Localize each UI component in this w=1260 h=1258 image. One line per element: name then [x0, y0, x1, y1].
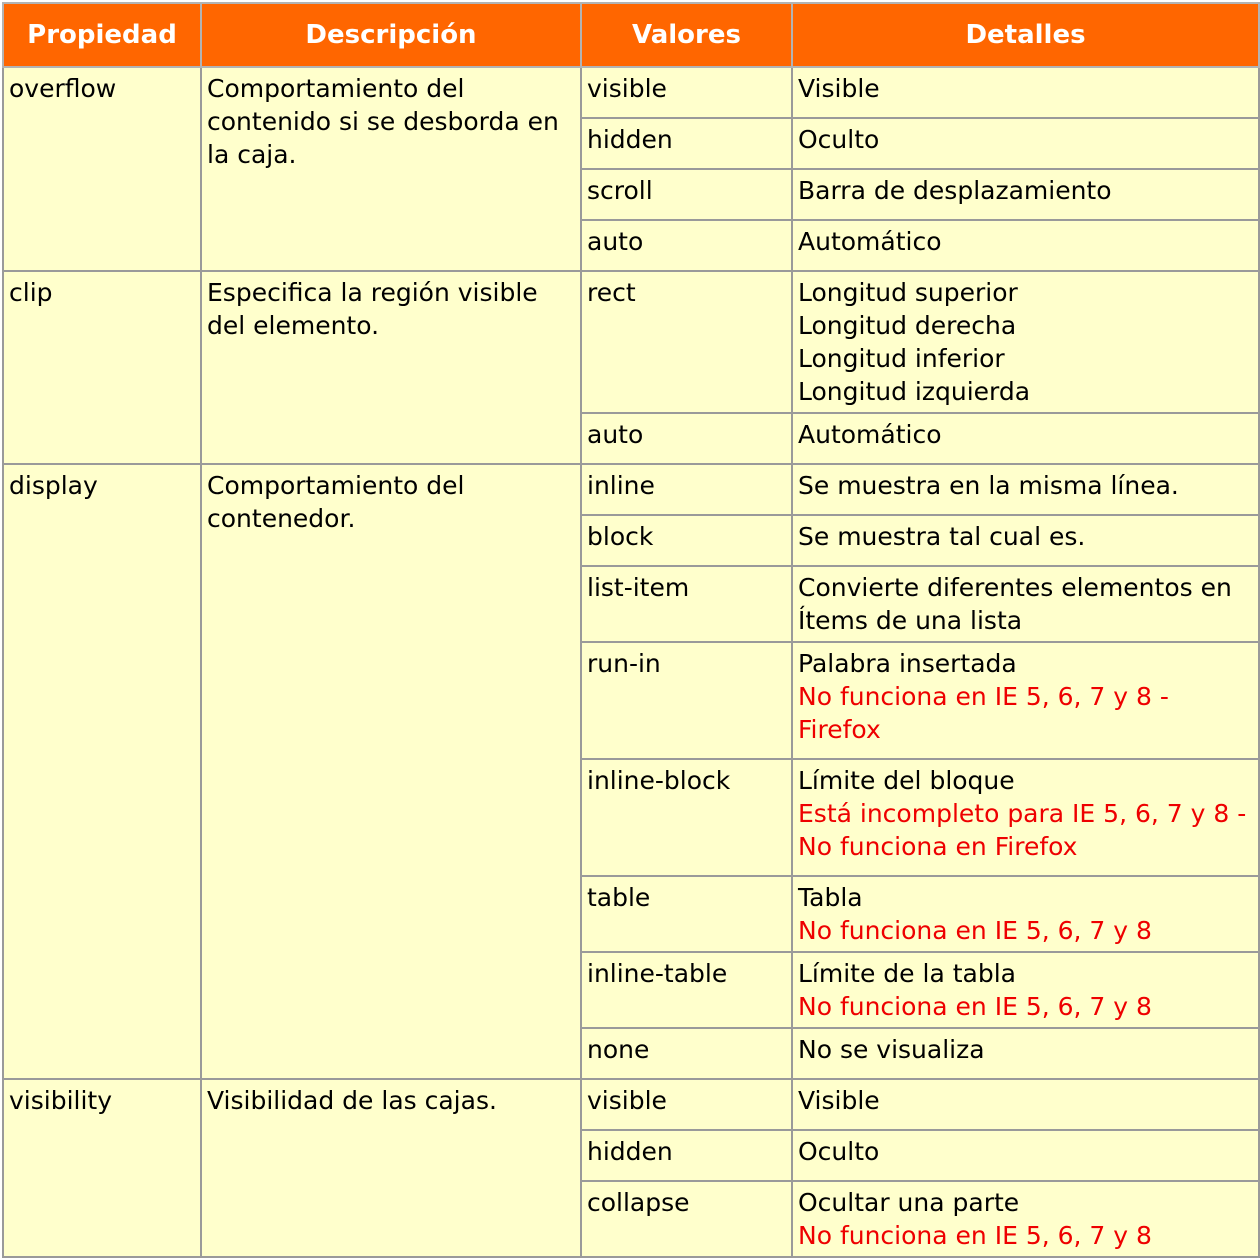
value-cell: inline-table — [581, 952, 792, 1028]
header-detalles: Detalles — [792, 3, 1259, 67]
details-line: Longitud superior — [798, 278, 1018, 307]
value-cell: run-in — [581, 642, 792, 759]
details-cell: Convierte diferentes elementos en Ítems de una lista — [792, 566, 1259, 642]
details-text: Límite del bloque — [798, 766, 1015, 795]
value-cell: table — [581, 876, 792, 952]
value-cell: visible — [581, 1079, 792, 1130]
value-cell: collapse — [581, 1181, 792, 1257]
details-cell: Automático — [792, 413, 1259, 464]
details-cell — [792, 876, 1259, 952]
details-cell: Automático — [792, 220, 1259, 271]
table-row — [3, 271, 1259, 413]
value-cell: scroll — [581, 169, 792, 220]
details-cell: Se muestra en la misma línea. — [792, 464, 1259, 515]
description-cell-clip: Especifica la región visible del elemento. — [201, 271, 581, 464]
details-text: Tabla — [798, 883, 863, 912]
details-cell: No se visualiza — [792, 1028, 1259, 1079]
details-cell: Barra de desplazamiento — [792, 169, 1259, 220]
compatibility-warning: No funciona en IE 5, 6, 7 y 8 — [798, 1221, 1152, 1250]
css-properties-table — [2, 2, 1260, 1258]
details-cell — [792, 952, 1259, 1028]
table-row — [3, 1079, 1259, 1130]
value-cell: rect — [581, 271, 792, 413]
value-cell: hidden — [581, 1130, 792, 1181]
value-cell: block — [581, 515, 792, 566]
details-line: Longitud izquierda — [798, 377, 1031, 406]
description-cell-overflow: Comportamiento del contenido si se desborda en la caja. — [201, 67, 581, 271]
property-cell-clip: clip — [3, 271, 201, 464]
details-text: Ocultar una parte — [798, 1188, 1020, 1217]
property-cell-visibility: visibility — [3, 1079, 201, 1257]
details-cell — [792, 642, 1259, 759]
value-cell: auto — [581, 413, 792, 464]
description-cell-visibility: Visibilidad de las cajas. — [201, 1079, 581, 1257]
details-cell — [792, 759, 1259, 876]
property-cell-display: display — [3, 464, 201, 1079]
table-row — [3, 464, 1259, 515]
compatibility-warning: No funciona en IE 5, 6, 7 y 8 — [798, 992, 1152, 1021]
property-cell-overflow: overflow — [3, 67, 201, 271]
table-row — [3, 67, 1259, 118]
header-valores: Valores — [581, 3, 792, 67]
compatibility-warning: No funciona en IE 5, 6, 7 y 8 - Firefox — [798, 682, 1169, 744]
value-cell: inline — [581, 464, 792, 515]
details-cell — [792, 1181, 1259, 1257]
details-text: Palabra insertada — [798, 649, 1017, 678]
value-cell: auto — [581, 220, 792, 271]
details-cell: Oculto — [792, 118, 1259, 169]
value-cell: visible — [581, 67, 792, 118]
details-cell: Se muestra tal cual es. — [792, 515, 1259, 566]
header-descripcion: Descripción — [201, 3, 581, 67]
details-text: Límite de la tabla — [798, 959, 1016, 988]
details-line: Longitud inferior — [798, 344, 1005, 373]
value-cell: none — [581, 1028, 792, 1079]
details-line: Longitud derecha — [798, 311, 1017, 340]
table-header-row — [3, 3, 1259, 67]
details-cell: Oculto — [792, 1130, 1259, 1181]
details-cell: Visible — [792, 1079, 1259, 1130]
description-cell-display: Comportamiento del contenedor. — [201, 464, 581, 1079]
value-cell: hidden — [581, 118, 792, 169]
value-cell: inline-block — [581, 759, 792, 876]
compatibility-warning: No funciona en IE 5, 6, 7 y 8 — [798, 916, 1152, 945]
details-cell — [792, 271, 1259, 413]
details-cell: Visible — [792, 67, 1259, 118]
header-propiedad: Propiedad — [3, 3, 201, 67]
compatibility-warning: Está incompleto para IE 5, 6, 7 y 8 - No funciona en Firefox — [798, 799, 1247, 861]
value-cell: list-item — [581, 566, 792, 642]
